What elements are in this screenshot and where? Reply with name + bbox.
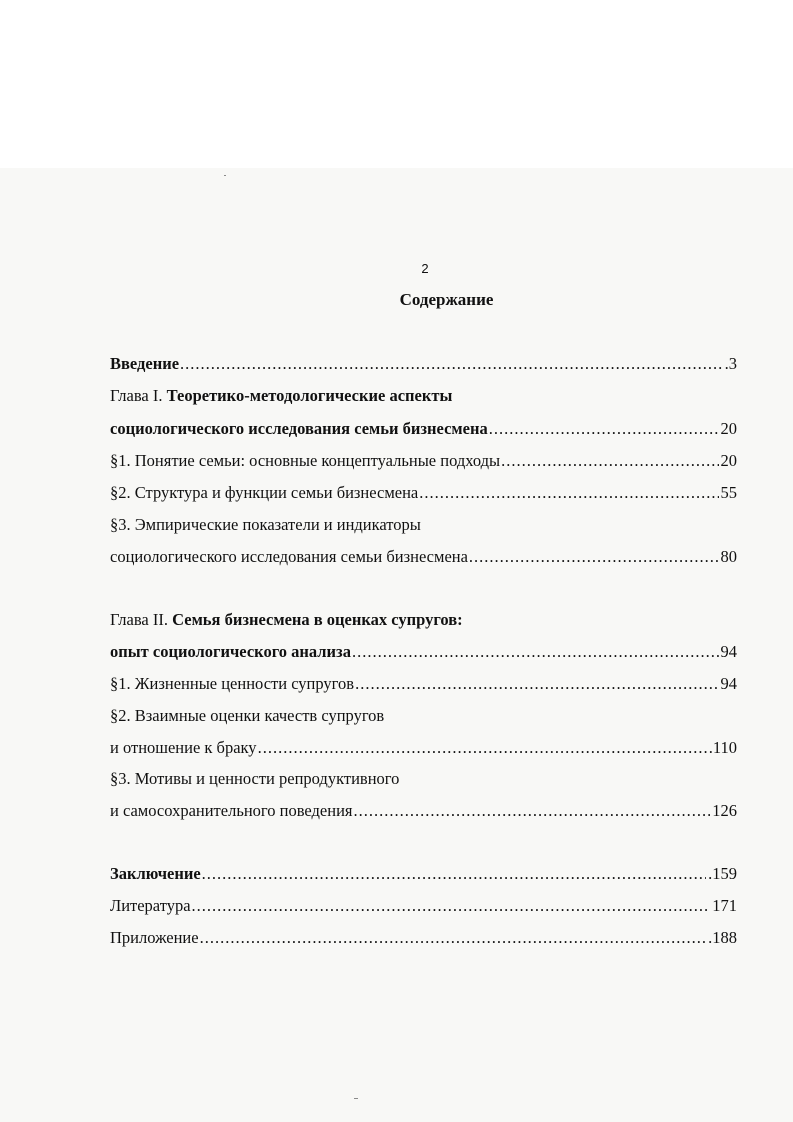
scan-speck (354, 1098, 358, 1099)
toc-entry-label: и отношение к браку (110, 738, 257, 757)
toc-ch1-section-3-heading (110, 515, 737, 539)
toc-entry-label: §1. Понятие семьи: основные концептуальные подходы (110, 451, 501, 470)
dot-leader (501, 451, 718, 471)
toc-chapter-1-heading (110, 386, 737, 410)
toc-entry-conclusion[interactable] (110, 864, 737, 888)
toc-page-number: 80 (720, 547, 737, 566)
toc-page-number: 94 (720, 642, 737, 661)
chapter-title: Теоретико-методологические аспекты (166, 386, 453, 405)
toc-page-number: 20 (720, 451, 737, 470)
toc-entry-label: социологического исследования семьи бизнесмена (110, 419, 488, 438)
toc-entry-label: §3. Мотивы и ценности репродуктивного (110, 769, 400, 788)
dot-leader (200, 928, 707, 948)
toc-entry-label: §1. Жизненные ценности супругов (110, 674, 355, 693)
toc-page-number: 171 (712, 896, 737, 915)
chapter-prefix: Глава II. (110, 610, 168, 629)
toc-entry-label: Литература (110, 896, 191, 915)
dot-leader (352, 642, 719, 662)
dot-leader (202, 864, 706, 884)
toc-page-number: 126 (712, 801, 737, 820)
toc-entry-ch1-section-1[interactable] (110, 451, 737, 475)
page-title: Содержание (399, 290, 494, 309)
toc-entry-intro[interactable] (110, 354, 737, 378)
dot-leader (469, 547, 719, 567)
dot-leader (355, 674, 718, 694)
dot-leader (489, 419, 719, 439)
toc-entry-chapter-2[interactable] (110, 642, 737, 666)
toc-entry-label: §2. Взаимные оценки качеств супругов (110, 706, 385, 725)
toc-entry-literature[interactable] (110, 896, 737, 920)
toc-entry-label: Приложение (110, 928, 199, 947)
chapter-title: Семья бизнесмена в оценках супругов: (172, 610, 463, 629)
toc-entry-chapter-1[interactable] (110, 419, 737, 443)
toc-entry-label: Введение (110, 354, 180, 373)
toc-page-number: 94 (720, 674, 737, 693)
chapter-prefix: Глава I. (110, 386, 163, 405)
toc-chapter-2-heading (110, 610, 737, 634)
dot-leader (354, 801, 711, 821)
toc-entry-label: §2. Структура и функции семьи бизнесмена (110, 483, 419, 502)
dot-leader (258, 738, 707, 758)
page-number: 2 (421, 261, 429, 276)
toc-ch2-section-2-heading (110, 706, 737, 730)
toc-entry-label: и самосохранительного поведения (110, 801, 353, 820)
toc-entry-label: §3. Эмпирические показатели и индикаторы (110, 515, 421, 534)
toc-ch2-section-3-heading (110, 769, 737, 793)
toc-entry-ch2-section-3[interactable] (110, 801, 737, 825)
toc-page-number: 20 (720, 419, 737, 438)
scan-speck (224, 175, 226, 176)
toc-entry-label: Заключение (110, 864, 201, 883)
toc-page-number: .110 (708, 738, 737, 757)
toc-entry-ch2-section-2[interactable] (110, 738, 737, 762)
dot-leader (180, 354, 723, 374)
toc-entry-appendix[interactable] (110, 928, 737, 952)
toc-page-number: .159 (708, 864, 737, 883)
toc-page-number: .188 (708, 928, 737, 947)
toc-entry-label: опыт социологического анализа (110, 642, 351, 661)
toc-page-number: .3 (724, 354, 737, 373)
toc-page-number: 55 (720, 483, 737, 502)
toc-entry-ch2-section-1[interactable] (110, 674, 737, 698)
dot-leader (419, 483, 718, 503)
toc-entry-ch1-section-2[interactable] (110, 483, 737, 507)
dot-leader (192, 896, 711, 916)
toc-entry-ch1-section-3[interactable] (110, 547, 737, 571)
toc-entry-label: социологического исследования семьи бизнесмена (110, 547, 468, 566)
